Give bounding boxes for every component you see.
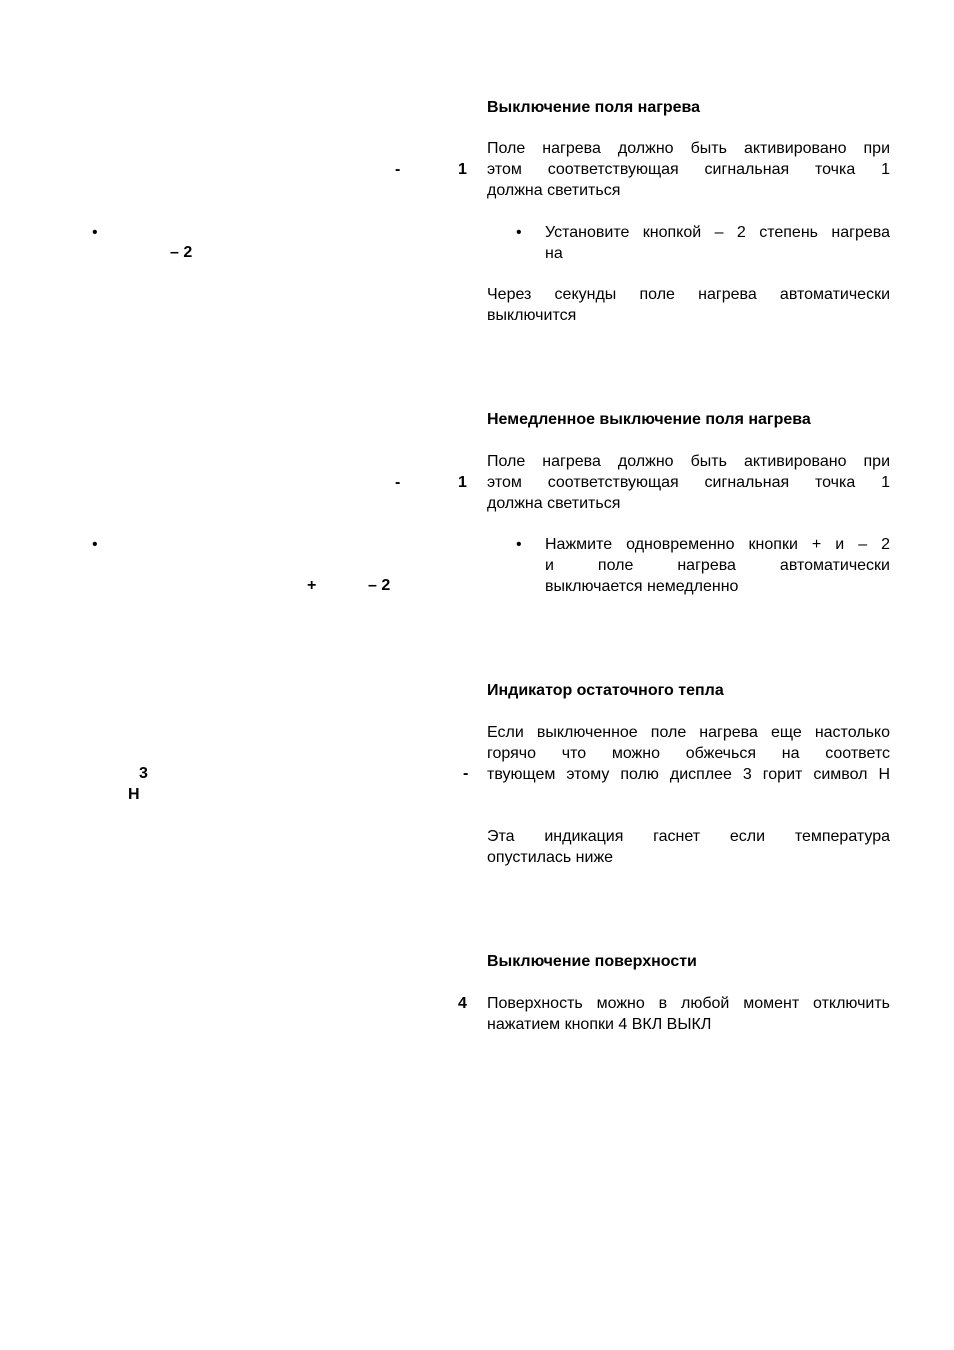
text-line: Установите кнопкой – 2 степень нагрева	[545, 224, 890, 241]
text-line: нажатием кнопки 4 ВКЛ ВЫКЛ	[487, 1016, 712, 1033]
bullet-point: •	[516, 536, 522, 553]
text-line: Эта индикация гаснет если температура	[487, 828, 890, 845]
section-heading: Немедленное выключение поля нагрева	[487, 411, 811, 428]
text-line: и поле нагрева автоматически	[545, 557, 890, 574]
text-line: этом соответствующая сигнальная точка 1	[487, 161, 890, 178]
text-line: должна светиться	[487, 182, 621, 199]
left-key-label: – 2	[368, 577, 391, 594]
text-line: Поверхность можно в любой момент отключить	[487, 995, 890, 1012]
left-dash-marker: -	[395, 474, 401, 491]
section-paragraph	[487, 138, 890, 201]
section-paragraph	[487, 284, 890, 326]
section-paragraph	[487, 826, 890, 868]
left-dash-marker: -	[463, 765, 469, 782]
left-symbol-h: H	[128, 786, 140, 803]
bullet-point: •	[516, 224, 522, 241]
section-heading: Индикатор остаточного тепла	[487, 682, 724, 699]
left-callout-number: 4	[458, 995, 467, 1012]
instruction-item	[545, 534, 890, 597]
text-line: выключится	[487, 307, 577, 324]
section-paragraph	[487, 722, 890, 785]
text-line: Нажмите одновременно кнопки + и – 2	[545, 536, 890, 553]
text-line: на	[545, 245, 563, 262]
text-line: выключается немедленно	[545, 578, 739, 595]
left-callout-number: 1	[458, 474, 467, 491]
text-line: твующем этому полю дисплее 3 горит символ H	[487, 766, 890, 783]
left-bullet: •	[92, 536, 98, 553]
section-paragraph	[487, 993, 890, 1035]
instruction-item	[545, 222, 890, 264]
text-line: этом соответствующая сигнальная точка 1	[487, 474, 890, 491]
text-line: опустилась ниже	[487, 849, 614, 866]
text-line: Через секунды поле нагрева автоматически	[487, 286, 890, 303]
text-line: горячо что можно обжечься на соответс	[487, 745, 890, 762]
text-line: Поле нагрева должно быть активировано при	[487, 453, 890, 470]
section-heading: Выключение поверхности	[487, 953, 697, 970]
text-line: Если выключенное поле нагрева еще настолько	[487, 724, 890, 741]
left-callout-number: 1	[458, 161, 467, 178]
left-dash-marker: -	[395, 161, 401, 178]
left-key-label: – 2	[170, 244, 193, 261]
text-line: должна светиться	[487, 495, 621, 512]
left-plus-key: +	[307, 577, 317, 594]
left-bullet: •	[92, 224, 98, 241]
left-callout-number: 3	[139, 765, 148, 782]
section-paragraph	[487, 451, 890, 514]
section-heading: Выключение поля нагрева	[487, 99, 701, 116]
text-line: Поле нагрева должно быть активировано при	[487, 140, 890, 157]
